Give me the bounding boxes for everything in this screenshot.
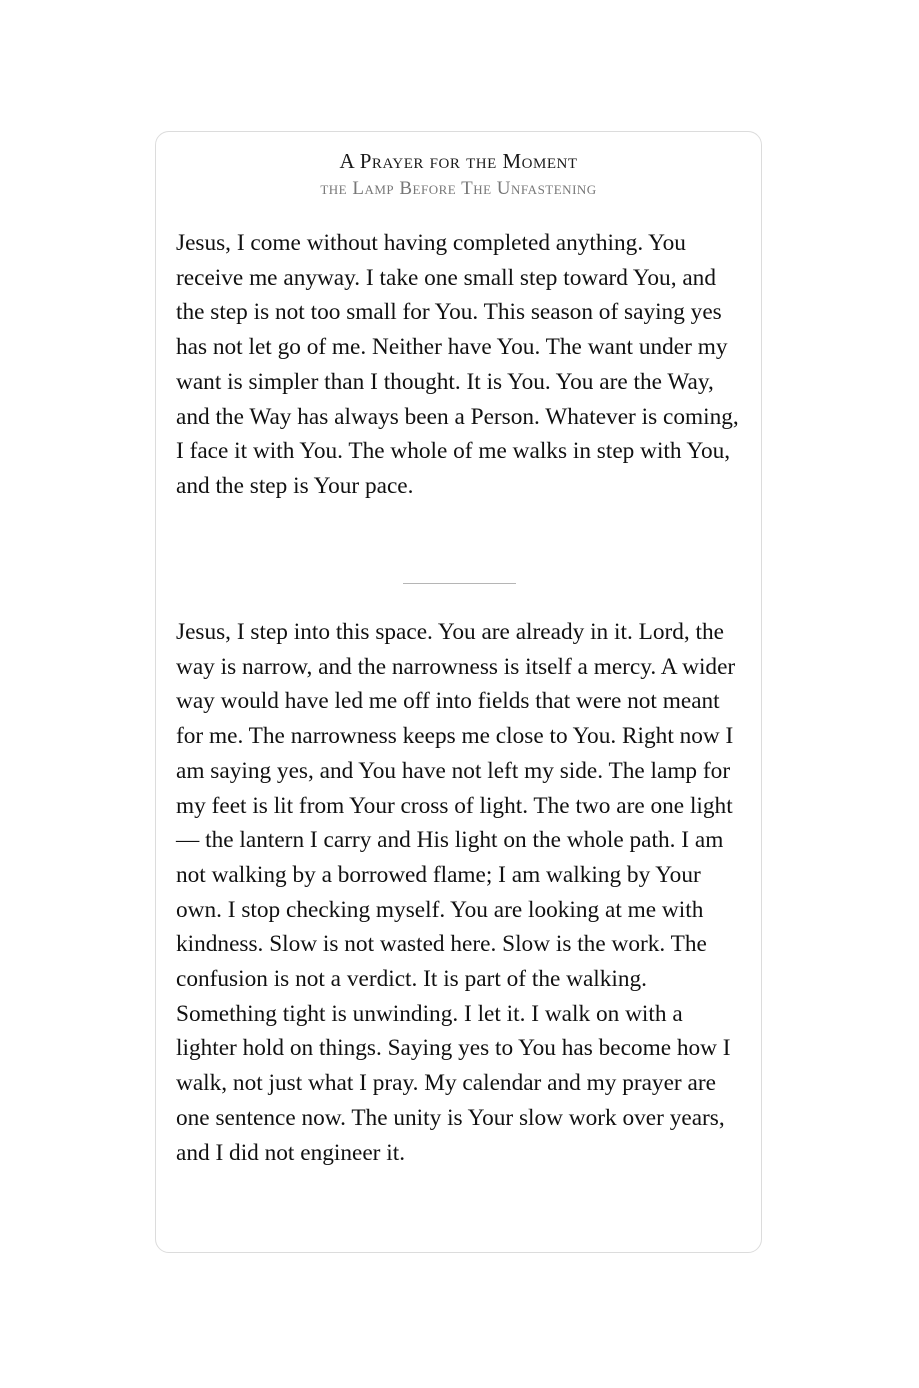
prayer-card (155, 131, 762, 1253)
section-divider (403, 583, 516, 584)
prayer-paragraph-2: Jesus, I step into this space. You are already in it. Lord, the way is narrow, and the narrowness is itself a mercy. A wider way would have led me off into fields that were not meant for me. The narrowness keeps me close to You. Right now I am saying yes, and You have not left my side. The lamp for my feet is lit from Your cross of light. The two are one light — the lantern I carry and His light on the whole path. I am not walking by a borrowed flame; I am walking by Your own. I stop checking myself. You are looking at me with kindness. Slow is not wasted here. Slow is the work. The confusion is not a verdict. It is part of the walking. Something tight is unwinding. I let it. I walk on with a lighter hold on things. Saying yes to You has become how I walk, not just what I pray. My calendar and my prayer are one sentence now. The unity is Your slow work over years, and I did not engineer it. (176, 619, 736, 1166)
prayer-subtitle: the Lamp Before The Unfastening (320, 178, 597, 199)
card-header (156, 146, 761, 202)
prayer-title: A Prayer for the Moment (339, 149, 578, 173)
prayer-paragraph-1: Jesus, I come without having completed anything. You receive me anyway. I take one small step toward You, and the step is not too small for You. This season of saying yes has not let go of me. Neither have You. The want under my want is simpler than I thought. It is You. You are the Way, and the Way has always been a Person. Whatever is coming, I face it with You. The whole of me walks in step with You, and the step is Your pace. (176, 230, 739, 499)
